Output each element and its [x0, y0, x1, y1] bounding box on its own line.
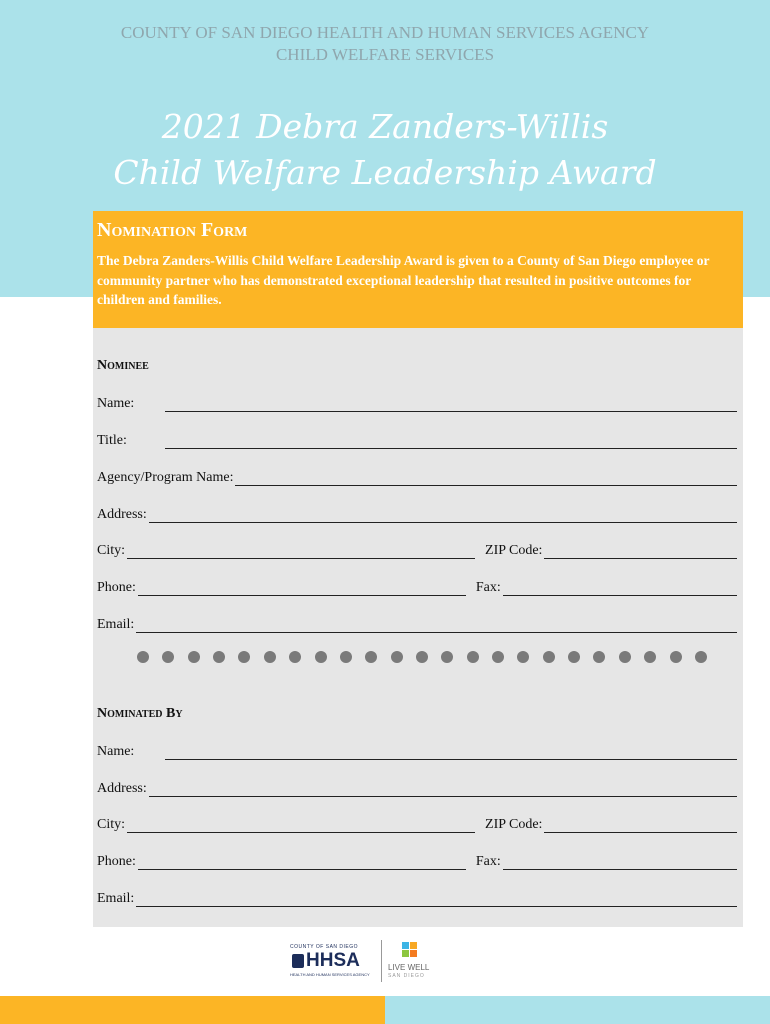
nominee-title-label: Title: [97, 433, 127, 448]
nominee-fax-field[interactable] [503, 581, 737, 596]
nominee-agency-label: Agency/Program Name: [97, 470, 234, 485]
divider-dot [264, 651, 276, 663]
nominator-phone-row [97, 854, 737, 870]
divider-dot [568, 651, 580, 663]
divider-dot [289, 651, 301, 663]
section-divider-dots [137, 651, 707, 663]
form-heading: Nomination Form [97, 219, 248, 241]
logo-divider [381, 940, 382, 982]
divider-dot [467, 651, 479, 663]
nominee-address-row [97, 507, 737, 523]
divider-dot [391, 651, 403, 663]
divider-dot [695, 651, 707, 663]
nominee-name-row [97, 396, 737, 412]
nominee-city-row [97, 543, 737, 559]
divider-dot [543, 651, 555, 663]
live-well-sub: SAN DIEGO [388, 973, 425, 979]
nominator-city-label: City: [97, 817, 126, 832]
footer-logos [288, 938, 438, 982]
nominee-city-field[interactable] [127, 544, 475, 559]
footer-blue-bar [385, 996, 770, 1024]
divider-dot [213, 651, 225, 663]
award-title-line-1: 2021 Debra Zanders-Willis [161, 107, 609, 146]
nominator-name-row [97, 744, 737, 760]
form-intro-text: The Debra Zanders-Willis Child Welfare Leadership Award is given to a County of San Diego employee or community partner who has demonstrated exceptional leadership that resulted in positive outcomes for children and families. [97, 253, 710, 307]
divider-dot [137, 651, 149, 663]
nominator-email-field[interactable] [136, 892, 737, 907]
agency-line-1: COUNTY OF SAN DIEGO HEALTH AND HUMAN SERVICES AGENCY [120, 23, 650, 42]
hhsa-agency-text: HEALTH AND HUMAN SERVICES AGENCY [290, 972, 370, 977]
nominator-fax-label: Fax: [475, 854, 501, 869]
hhsa-wordmark: HHSA [306, 950, 360, 971]
nominee-email-field[interactable] [136, 618, 737, 633]
nominated-by-heading: Nominated By [97, 706, 183, 721]
nominator-phone-label: Phone: [97, 854, 136, 869]
nominator-city-field[interactable] [127, 818, 475, 833]
nominee-phone-field[interactable] [138, 581, 466, 596]
divider-dot [441, 651, 453, 663]
nominee-heading: Nominee [97, 358, 149, 373]
divider-dot [365, 651, 377, 663]
divider-dot [416, 651, 428, 663]
nominator-address-field[interactable] [149, 782, 737, 797]
nominator-name-label: Name: [97, 744, 135, 759]
divider-dot [619, 651, 631, 663]
nominator-address-label: Address: [97, 781, 147, 796]
nominee-name-field[interactable] [165, 397, 737, 412]
nominee-address-label: Address: [97, 507, 147, 522]
nominee-email-label: Email: [97, 617, 135, 632]
nominee-email-row [97, 617, 737, 633]
divider-dot [188, 651, 200, 663]
nominee-city-label: City: [97, 543, 126, 558]
nominator-fax-field[interactable] [503, 855, 737, 870]
nominee-agency-field[interactable] [235, 471, 737, 486]
nominee-zip-label: ZIP Code: [485, 543, 543, 558]
divider-dot [517, 651, 529, 663]
nominator-zip-label: ZIP Code: [485, 817, 543, 832]
nominee-title-field[interactable] [165, 434, 737, 449]
agency-heading [0, 22, 770, 66]
nominee-address-field[interactable] [149, 508, 737, 523]
nominator-address-row [97, 781, 737, 797]
hhsa-county-text: COUNTY OF SAN DIEGO [290, 944, 359, 950]
nominee-name-label: Name: [97, 396, 135, 411]
divider-dot [340, 651, 352, 663]
nominator-email-label: Email: [97, 891, 135, 906]
nomination-form [93, 211, 743, 927]
agency-line-2: CHILD WELFARE SERVICES [275, 45, 495, 64]
hhsa-logo [288, 944, 374, 980]
nominator-email-row [97, 891, 737, 907]
divider-dot [238, 651, 250, 663]
nominator-phone-field[interactable] [138, 855, 466, 870]
divider-dot [315, 651, 327, 663]
divider-dot [492, 651, 504, 663]
nominee-title-row [97, 433, 737, 449]
nominator-city-row [97, 817, 737, 833]
live-well-text [388, 964, 438, 980]
nominee-agency-row [97, 470, 737, 486]
award-title-line-2: Child Welfare Leadership Award [113, 153, 657, 192]
nominator-name-field[interactable] [165, 745, 737, 760]
divider-dot [593, 651, 605, 663]
live-well-logo [388, 940, 438, 982]
live-well-figure-icon [400, 940, 420, 962]
divider-dot [670, 651, 682, 663]
county-seal-icon [292, 954, 304, 968]
nominee-phone-label: Phone: [97, 580, 136, 595]
divider-dot [644, 651, 656, 663]
nominee-phone-row [97, 580, 737, 596]
footer-orange-bar [0, 996, 385, 1024]
live-well-name: LIVE WELL [388, 963, 430, 972]
nominee-zip-field[interactable] [544, 544, 737, 559]
form-intro-panel [93, 211, 743, 328]
nominator-zip-field[interactable] [544, 818, 737, 833]
award-title [0, 104, 770, 196]
divider-dot [162, 651, 174, 663]
nominee-fax-label: Fax: [475, 580, 501, 595]
